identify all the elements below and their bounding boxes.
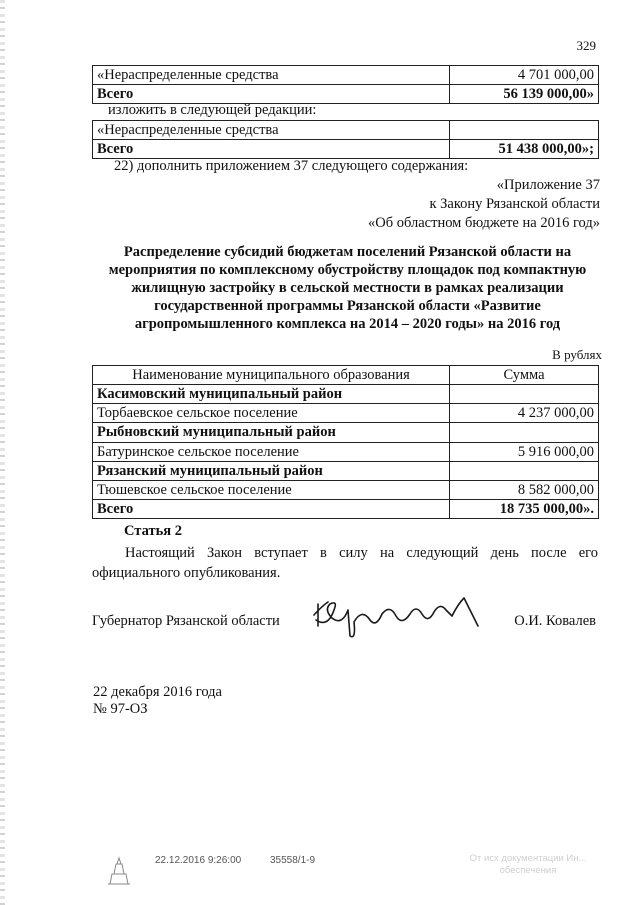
signatory-name: О.И. Ковалев <box>514 613 596 629</box>
sum-cell <box>450 385 599 404</box>
settlement-name: Тюшевское сельское поселение <box>93 480 450 499</box>
table-row <box>93 140 599 159</box>
table-row <box>93 385 599 404</box>
district-name: Касимовский муниципальный район <box>93 385 450 404</box>
redaction-text: изложить в следующей редакции: <box>108 102 317 118</box>
page-number: 329 <box>576 38 596 53</box>
watermark <box>448 853 608 877</box>
print-footer <box>155 855 341 868</box>
appendix-line: к Закону Рязанской области <box>429 196 600 212</box>
new-budget-table <box>92 120 599 159</box>
law-number: № 97-ОЗ <box>93 701 148 717</box>
table-cell-label: Всего <box>93 140 450 159</box>
district-name: Рыбновский муниципальный район <box>93 423 450 442</box>
title-line: жилищную застройку в сельской местности в рамках реализации <box>131 280 564 296</box>
settlement-name: Торбаевское сельское поселение <box>93 404 450 423</box>
table-row <box>93 461 599 480</box>
table-row <box>93 66 599 85</box>
document-title <box>88 243 607 333</box>
table-row <box>93 404 599 423</box>
date-line: 22 декабря 2016 года <box>93 684 222 700</box>
table-row <box>93 423 599 442</box>
watermark-line: От исх документации Ин... <box>469 853 587 864</box>
table-cell-value <box>450 121 599 140</box>
old-budget-table <box>92 65 599 104</box>
scan-edge <box>0 0 5 905</box>
watermark-line: обеспечения <box>499 865 557 876</box>
table-header-row <box>93 366 599 385</box>
appendix-line: «Приложение 37 <box>496 177 600 193</box>
law-date <box>93 684 222 718</box>
table-row <box>93 480 599 499</box>
sum-cell <box>450 461 599 480</box>
column-header-sum: Сумма <box>450 366 599 385</box>
table-row <box>93 442 599 461</box>
signatory-position: Губернатор Рязанской области <box>92 613 280 629</box>
appendix-line: «Об областном бюджете на 2016 год» <box>368 215 600 231</box>
title-line: Распределение субсидий бюджетам поселений Рязанской области на <box>123 244 572 260</box>
title-line: агропромышленного комплекса на 2014 – 2020 годы» на 2016 год <box>134 316 561 332</box>
units-label: В рублях <box>552 347 602 362</box>
table-cell-label: «Нераспределенные средства <box>93 66 450 85</box>
print-timestamp: 22.12.2016 9:26:00 <box>155 855 242 866</box>
table-cell-label: Всего <box>93 85 450 104</box>
stamp-icon <box>104 856 134 886</box>
appendix-heading <box>368 176 600 233</box>
district-name: Рязанский муниципальный район <box>93 461 450 480</box>
table-total-row <box>93 499 599 518</box>
sum-cell: 5 916 000,00 <box>450 442 599 461</box>
settlement-name: Батуринское сельское поселение <box>93 442 450 461</box>
table-cell-value: 56 139 000,00» <box>450 85 599 104</box>
item-22-text: 22) дополнить приложением 37 следующего содержания: <box>114 158 469 174</box>
article-text: Настоящий Закон вступает в силу на следующий день после его официального опубликования. <box>92 545 598 581</box>
table-cell-value: 51 438 000,00»; <box>450 140 599 159</box>
total-label: Всего <box>93 499 450 518</box>
table-cell-label: «Нераспределенные средства <box>93 121 450 140</box>
sum-cell: 8 582 000,00 <box>450 480 599 499</box>
sum-cell: 4 237 000,00 <box>450 404 599 423</box>
handwritten-signature <box>312 596 482 642</box>
article-title: Статья 2 <box>124 523 182 539</box>
title-line: мероприятия по комплексному обустройству площадок под компактную <box>108 262 587 278</box>
subsidy-table <box>92 365 599 519</box>
document-code: 35558/1-9 <box>269 855 316 866</box>
title-line: государственной программы Рязанской области «Развитие <box>154 298 541 314</box>
column-header-name: Наименование муниципального образования <box>93 366 450 385</box>
total-sum: 18 735 000,00». <box>450 499 599 518</box>
sum-cell <box>450 423 599 442</box>
table-cell-value: 4 701 000,00 <box>450 66 599 85</box>
table-row <box>93 121 599 140</box>
